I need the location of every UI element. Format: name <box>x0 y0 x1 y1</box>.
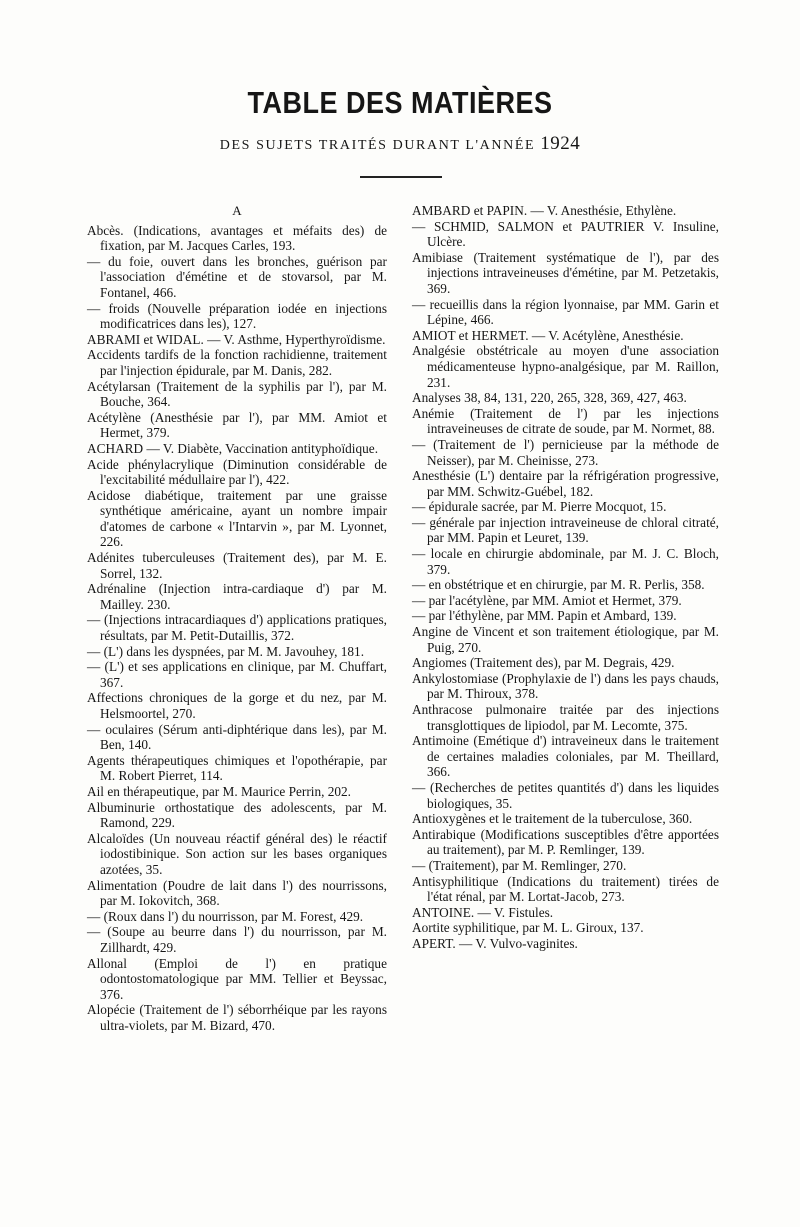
index-entry: Acide phénylacrylique (Diminution considérable de l'excitabilité médullaire par l'), 422. <box>87 456 387 488</box>
index-entry: Adrénaline (Injection intra-cardiaque d') par M. Mailley. 230. <box>87 581 387 612</box>
index-entry: Agents thérapeutiques chimiques et l'opothérapie, par M. Robert Pierret, 114. <box>87 752 387 784</box>
index-entry: ANTOINE. — V. Fistules. <box>412 904 554 920</box>
index-entry: Anthracose pulmonaire traitée par des injections transglottiques de lipiodol, par M. Lecomte, 375. <box>412 702 719 733</box>
index-entry: Anémie (Traitement de l') par les injections intraveineuses de citrate de soude, par M. Normet, 88. <box>412 405 719 437</box>
index-entry: Aortite syphilitique, par M. L. Giroux, 137. <box>412 920 644 936</box>
right-column <box>412 203 719 952</box>
index-entry: Alopécie (Traitement de l') séborrhéique par les rayons ultra-violets, par M. Bizard, 470. <box>87 1002 387 1033</box>
index-entry: — épidurale sacrée, par M. Pierre Mocquot, 15. <box>412 499 667 515</box>
index-entry: — recueillis dans la région lyonnaise, par MM. Garin et Lépine, 466. <box>412 296 719 328</box>
right-entry-list <box>412 203 719 952</box>
index-entry: — oculaires (Sérum anti-diphtérique dans les), par M. Ben, 140. <box>87 721 387 753</box>
index-entry: — (Roux dans l') du nourrisson, par M. Forest, 429. <box>87 908 364 924</box>
index-entry: — par l'éthylène, par MM. Papin et Ambard, 139. <box>412 608 677 624</box>
index-entry: — par l'acétylène, par MM. Amiot et Hermet, 379. <box>412 592 682 608</box>
index-entry: — (Soupe au beurre dans l') du nourrisson, par M. Zillhardt, 429. <box>87 924 387 955</box>
index-entry: Anesthésie (L') dentaire par la réfrigération progressive, par MM. Schwitz-Guébel, 182. <box>412 468 719 499</box>
page-title: TABLE DES MATIÈRES <box>247 86 553 120</box>
subtitle-text: DES SUJETS TRAITÉS DURANT L'ANNÉE <box>219 138 536 153</box>
index-entry: AMBARD et PAPIN. — V. Anesthésie, Ethylène. <box>412 203 677 218</box>
index-entry: ABRAMI et WIDAL. — V. Asthme, Hyperthyroïdisme. <box>87 331 386 347</box>
index-entry: Angine de Vincent et son traitement étiologique, par M. Puig, 270. <box>412 624 719 655</box>
index-entry: — (Recherches de petites quantités d') dans les liquides biologiques, 35. <box>412 779 719 811</box>
subtitle-year: 1924 <box>540 133 581 154</box>
index-entry: Ail en thérapeutique, par M. Maurice Perrin, 202. <box>87 783 352 799</box>
index-entry: Antisyphilitique (Indications du traitement) tirées de l'état rénal, par M. Lortat-Jacob, 273. <box>412 873 719 905</box>
index-entry: Amibiase (Traitement systématique de l'), par des injections intraveineuses d'émétine, par M. Petzetakis, 369. <box>412 249 719 296</box>
index-entry: — du foie, ouvert dans les bronches, guérison par l'association d'émétine et de stovarsol, par M. Fontanel, 466. <box>87 253 387 300</box>
index-entry: — générale par injection intraveineuse de chloral citraté, par MM. Papin et Leuret, 139. <box>412 514 719 546</box>
index-entry: Alcaloïdes (Un nouveau réactif général des) le réactif iodostibinique. Son action sur les bases organiques azotées, 35. <box>87 830 387 877</box>
index-entry: Accidents tardifs de la fonction rachidienne, traitement par l'injection épidurale, par M. Danis, 282. <box>87 347 387 378</box>
index-entry: Analgésie obstétricale au moyen d'une association médicamenteuse hypno-analgésique, par M. Raillon, 231. <box>412 343 719 390</box>
index-entry: — (L') et ses applications en clinique, par M. Chuffart, 367. <box>87 659 387 690</box>
index-entry: ACHARD — V. Diabète, Vaccination antityphoïdique. <box>87 440 379 456</box>
index-entry: Abcès. (Indications, avantages et méfaits des) de fixation, par M. Jacques Carles, 193. <box>87 222 387 254</box>
index-entry: Antirabique (Modifications susceptibles d'être apportées au traitement), par M. P. Remlinger, 139. <box>412 826 719 858</box>
page-subtitle <box>0 133 800 155</box>
index-entry: Affections chroniques de la gorge et du nez, par M. Helsmoortel, 270. <box>87 690 387 721</box>
index-entry: Ankylostomiase (Prophylaxie de l') dans les pays chauds, par M. Thiroux, 378. <box>412 670 719 702</box>
index-entry: Acidose diabétique, traitement par une graisse synthétique américaine, ayant un nombre impair d'atomes de carbone « l'Intarvin », par M. Lyonnet, 226. <box>87 487 387 550</box>
index-entry: — (Traitement), par M. Remlinger, 270. <box>412 857 627 873</box>
index-entry: APERT. — V. Vulvo-vaginites. <box>412 935 578 951</box>
index-entry: — locale en chirurgie abdominale, par M. J. C. Bloch, 379. <box>412 546 719 577</box>
title-divider <box>360 176 442 178</box>
index-entry: Acétylène (Anesthésie par l'), par MM. Amiot et Hermet, 379. <box>87 409 387 441</box>
index-entry: — en obstétrique et en chirurgie, par M. R. Perlis, 358. <box>412 577 705 593</box>
index-entry: AMIOT et HERMET. — V. Acétylène, Anesthésie. <box>412 327 684 343</box>
section-letter: A <box>232 203 242 218</box>
index-entry: Albuminurie orthostatique des adolescents, par M. Ramond, 229. <box>87 799 387 831</box>
index-entry: Angiomes (Traitement des), par M. Degrais, 429. <box>412 655 675 671</box>
index-entry: Alimentation (Poudre de lait dans l') des nourrissons, par M. Iokovitch, 368. <box>87 877 387 909</box>
index-entry: Antimoine (Emétique d') intraveineux dans le traitement de certaines maladies coloniales, par M. Theillard, 366. <box>412 733 719 780</box>
index-entry: — (L') dans les dyspnées, par M. M. Javouhey, 181. <box>87 643 365 659</box>
index-entry: — froids (Nouvelle préparation iodée en injections modificatrices dans les), 127. <box>87 300 387 332</box>
index-entry: Allonal (Emploi de l') en pratique odontostomatologique par MM. Tellier et Beyssac, 376. <box>87 955 387 1002</box>
index-entry: — SCHMID, SALMON et PAUTRIER V. Insuline, Ulcère. <box>412 218 719 250</box>
index-entry: — (Traitement de l') pernicieuse par la méthode de Neisser), par M. Cheinisse, 273. <box>412 436 719 468</box>
index-entry: Antioxygènes et le traitement de la tuberculose, 360. <box>412 811 693 827</box>
left-entry-list <box>87 223 387 1034</box>
index-entry: Acétylarsan (Traitement de la syphilis par l'), par M. Bouche, 364. <box>87 378 387 410</box>
index-entry: Analyses 38, 84, 131, 220, 265, 328, 369, 427, 463. <box>412 390 687 406</box>
left-column <box>87 203 387 1033</box>
index-entry: — (Injections intracardiaques d') applications pratiques, résultats, par M. Petit-Dutaillis, 372. <box>87 612 387 644</box>
index-entry: Adénites tuberculeuses (Traitement des), par M. E. Sorrel, 132. <box>87 550 387 581</box>
